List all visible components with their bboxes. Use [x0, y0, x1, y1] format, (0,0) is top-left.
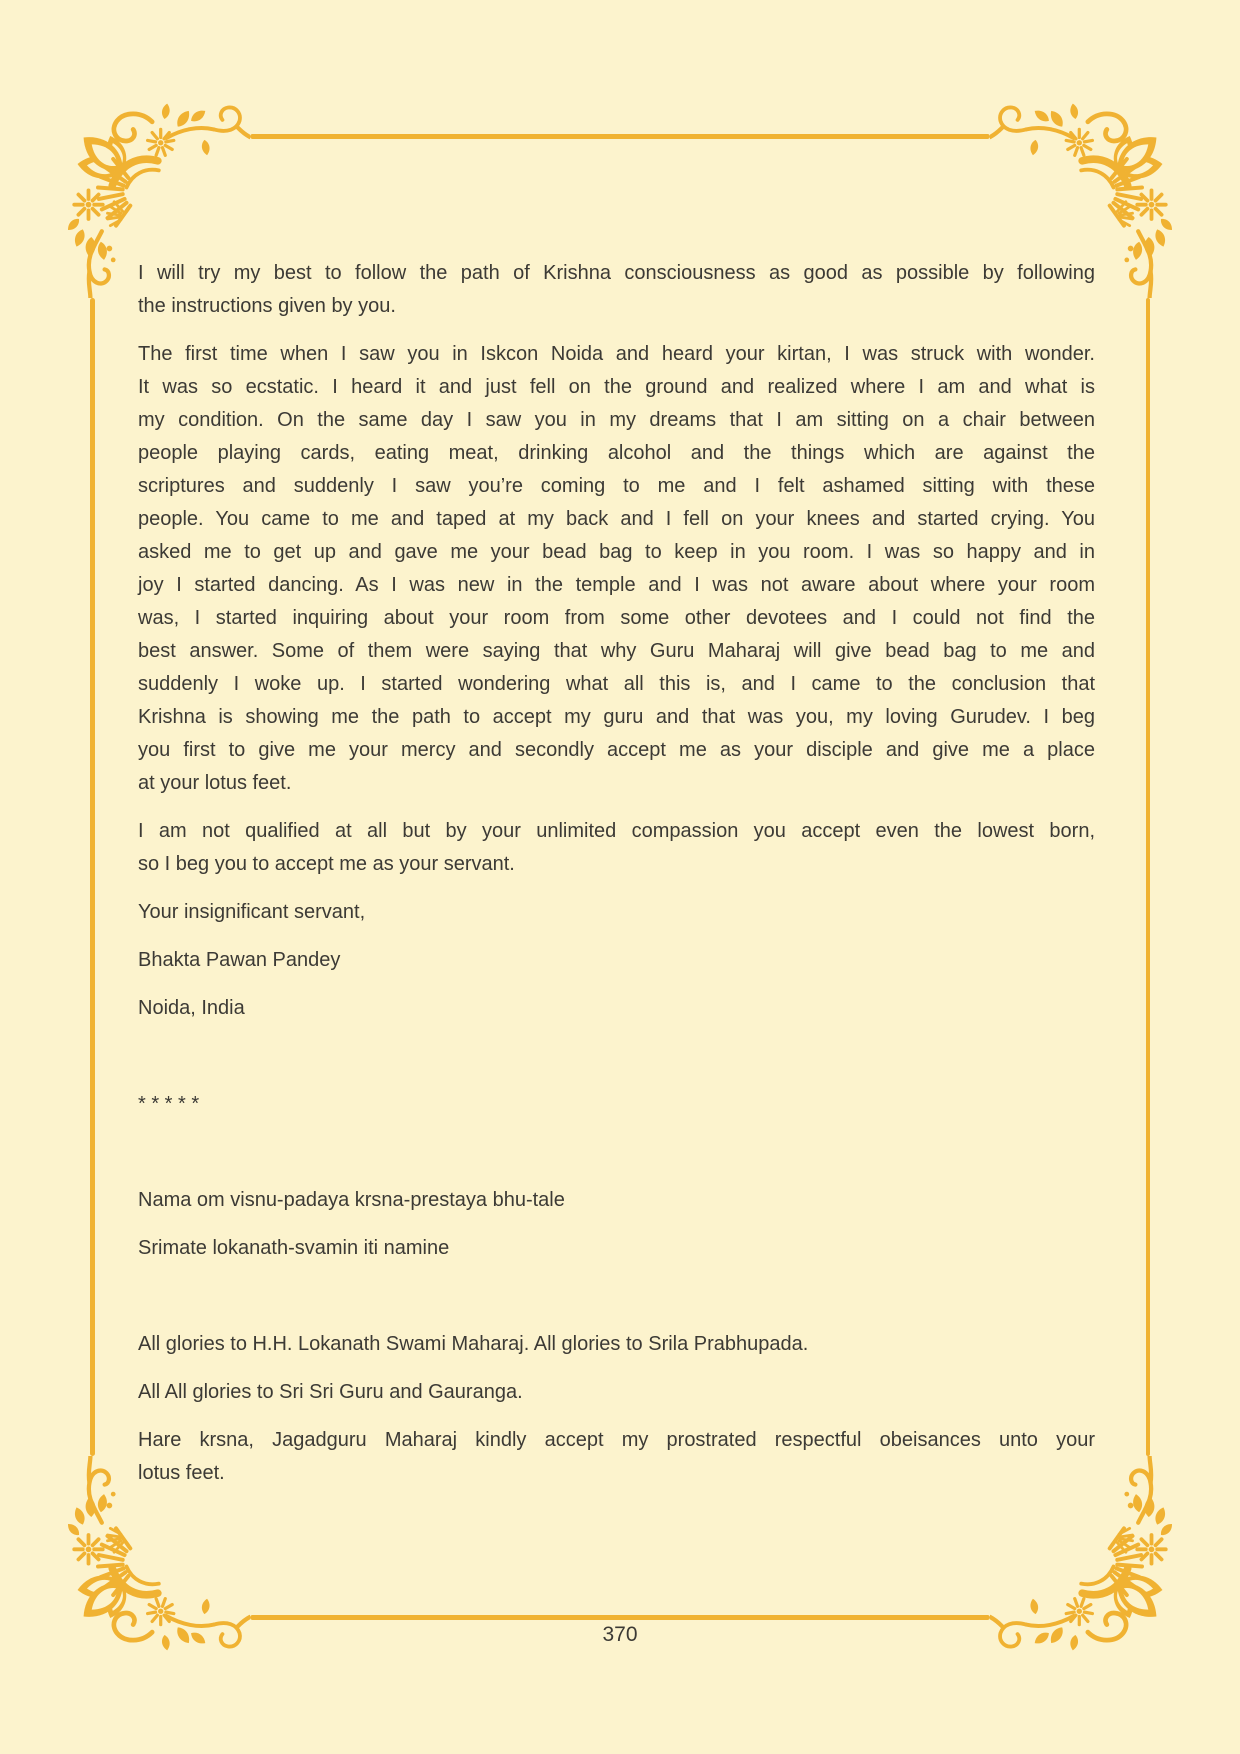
letter-line: I will try my best to follow the path of Krishna consciousness as good as possible by following [138, 262, 1095, 284]
blank-line [138, 1280, 1095, 1313]
letter-paragraph [138, 992, 1095, 1025]
letter-paragraph [138, 1376, 1095, 1409]
letter-line: Your insignificant servant, [138, 901, 366, 923]
letter-line: suddenly I woke up. I started wondering what all this is, and I came to the conclusion that [138, 673, 1095, 695]
letter-line: All glories to H.H. Lokanath Swami Maharaj. All glories to Srila Prabhupada. [138, 1333, 809, 1355]
page-number: 370 [602, 1623, 638, 1646]
letter-line: scriptures and suddenly I saw you’re coming to me and I felt ashamed sitting with these [138, 475, 1095, 497]
letter-line: The first time when I saw you in Iskcon Noida and heard your kirtan, I was struck with wonder. [138, 343, 1095, 365]
border-rule-right [1146, 298, 1151, 1456]
letter-line: best answer. Some of them were saying that why Guru Maharaj will give bead bag to me and [138, 640, 1095, 662]
letter-line: Bhakta Pawan Pandey [138, 949, 341, 971]
letter-paragraph [138, 815, 1095, 881]
border-rule-left [90, 298, 95, 1456]
letter-line: Hare krsna, Jagadguru Maharaj kindly accept my prostrated respectful obeisances unto your [138, 1429, 1095, 1451]
letter-line: people. You came to me and taped at my back and I fell on your knees and started crying. You [138, 508, 1095, 530]
letter-line [138, 1280, 1095, 1313]
letter-line: Srimate lokanath-svamin iti namine [138, 1237, 450, 1259]
letter-paragraph [138, 896, 1095, 929]
letter-paragraph [138, 338, 1095, 800]
letter-paragraph [138, 1232, 1095, 1265]
letter-line: Krishna is showing me the path to accept my guru and that was you, my loving Gurudev. I beg [138, 706, 1095, 728]
star-divider [138, 1088, 1095, 1121]
letter-line: I am not qualified at all but by your unlimited compassion you accept even the lowest born, [138, 820, 1095, 842]
letter-line [138, 1040, 1095, 1073]
letter-line: joy I started dancing. As I was new in the temple and I was not aware about where your room [138, 574, 1095, 596]
letter-paragraph [138, 944, 1095, 977]
blank-line [138, 1136, 1095, 1169]
letter-paragraph [138, 1328, 1095, 1361]
letter-paragraph [138, 257, 1095, 323]
letter-line: lotus feet. [138, 1462, 225, 1484]
blank-line [138, 1040, 1095, 1073]
border-rule-bottom [250, 1615, 990, 1620]
letter-paragraph [138, 1184, 1095, 1217]
letter-line: All All glories to Sri Sri Guru and Gauranga. [138, 1381, 523, 1403]
letter-line [138, 1136, 1095, 1169]
letter-line: the instructions given by you. [138, 295, 396, 317]
letter-body [138, 257, 1095, 1505]
letter-paragraph [138, 1424, 1095, 1490]
letter-line: Nama om visnu-padaya krsna-prestaya bhu-tale [138, 1189, 565, 1211]
letter-line: you first to give me your mercy and secondly accept me as your disciple and give me a place [138, 739, 1095, 761]
letter-line: It was so ecstatic. I heard it and just fell on the ground and realized where I am and what is [138, 376, 1095, 398]
letter-line: so I beg you to accept me as your servant. [138, 853, 515, 875]
letter-line: was, I started inquiring about your room from some other devotees and I could not find the [138, 607, 1095, 629]
letter-line: my condition. On the same day I saw you in my dreams that I am sitting on a chair between [138, 409, 1095, 431]
letter-line: people playing cards, eating meat, drinking alcohol and the things which are against the [138, 442, 1095, 464]
letter-line: at your lotus feet. [138, 772, 292, 794]
letter-line: Noida, India [138, 997, 245, 1019]
letter-line: asked me to get up and gave me your bead bag to keep in you room. I was so happy and in [138, 541, 1095, 563]
border-rule-top [250, 134, 990, 139]
letter-line: * * * * * [138, 1093, 200, 1115]
